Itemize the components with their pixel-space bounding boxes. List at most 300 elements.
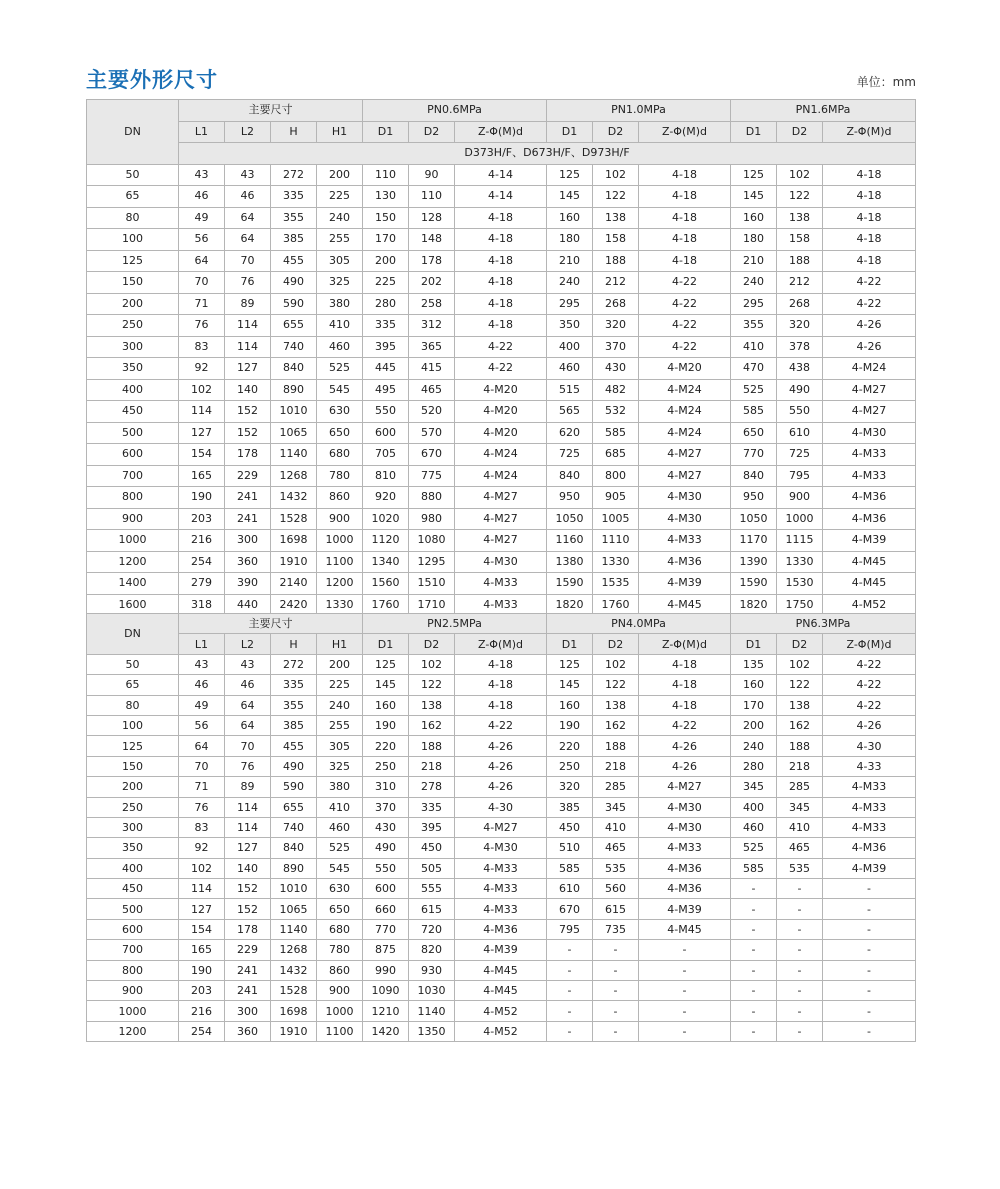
table-cell: 190: [179, 960, 225, 980]
table-cell: 210: [731, 250, 777, 272]
table-cell: 880: [409, 487, 455, 509]
table-cell: 980: [409, 508, 455, 530]
table-cell: 860: [317, 487, 363, 509]
table-cell: 4-M33: [823, 797, 916, 817]
table-cell: 43: [225, 164, 271, 186]
table-cell: 490: [777, 379, 823, 401]
table-cell: 1010: [271, 401, 317, 423]
table-cell: 490: [271, 272, 317, 294]
table-cell: 255: [317, 715, 363, 735]
table-cell: 258: [409, 293, 455, 315]
column-header: D1: [731, 634, 777, 654]
table-row: [87, 838, 916, 858]
table-cell: 395: [363, 336, 409, 358]
table-cell: 70: [179, 272, 225, 294]
table-cell: 680: [317, 444, 363, 466]
table-cell: 152: [225, 899, 271, 919]
table-cell: 860: [317, 960, 363, 980]
table-cell: 165: [179, 940, 225, 960]
table-cell: 162: [593, 715, 639, 735]
dn-value: 200: [87, 777, 179, 797]
table-cell: 1140: [271, 444, 317, 466]
table-cell: 465: [593, 838, 639, 858]
table-cell: 145: [363, 675, 409, 695]
table-cell: 4-26: [639, 756, 731, 776]
table-cell: 1170: [731, 530, 777, 552]
table-cell: 4-M27: [823, 379, 916, 401]
table-cell: 110: [409, 186, 455, 208]
table-cell: 102: [593, 164, 639, 186]
dn-value: 80: [87, 695, 179, 715]
table-cell: 210: [547, 250, 593, 272]
table-cell: 590: [271, 293, 317, 315]
table-cell: 158: [593, 229, 639, 251]
column-header: D2: [409, 121, 455, 143]
table-cell: 4-26: [823, 315, 916, 337]
table-cell: 4-M30: [455, 551, 547, 573]
table-cell: 268: [777, 293, 823, 315]
table-cell: 670: [409, 444, 455, 466]
table-row: [87, 1001, 916, 1021]
column-header: D1: [363, 121, 409, 143]
group-header-pressure: PN6.3MPa: [731, 614, 916, 634]
table-cell: 49: [179, 207, 225, 229]
table-cell: 152: [225, 401, 271, 423]
dn-value: 800: [87, 487, 179, 509]
table-cell: 545: [317, 379, 363, 401]
table-cell: 840: [547, 465, 593, 487]
table-cell: 1160: [547, 530, 593, 552]
table-cell: 4-18: [639, 675, 731, 695]
table-cell: 4-M39: [823, 530, 916, 552]
table-cell: 525: [731, 379, 777, 401]
table-cell: 650: [731, 422, 777, 444]
table-cell: 660: [363, 899, 409, 919]
table-cell: 1528: [271, 981, 317, 1001]
table-cell: 4-M24: [639, 379, 731, 401]
table-cell: 145: [731, 186, 777, 208]
table-cell: 370: [593, 336, 639, 358]
column-header: D1: [547, 634, 593, 654]
table-cell: -: [777, 919, 823, 939]
table-cell: 1100: [317, 551, 363, 573]
table-cell: 250: [363, 756, 409, 776]
table-row: [87, 272, 916, 294]
table-cell: 1910: [271, 551, 317, 573]
table-cell: 4-22: [639, 315, 731, 337]
table-cell: 225: [317, 675, 363, 695]
table-cell: 490: [271, 756, 317, 776]
table-cell: 4-22: [639, 272, 731, 294]
column-header: L2: [225, 634, 271, 654]
table-cell: 122: [777, 675, 823, 695]
table-cell: 4-M39: [455, 940, 547, 960]
table-cell: 64: [225, 207, 271, 229]
header-column-row: [87, 121, 916, 143]
table-cell: 4-M36: [639, 879, 731, 899]
table-cell: 4-18: [639, 229, 731, 251]
table-cell: 4-M27: [455, 530, 547, 552]
table-cell: 610: [547, 879, 593, 899]
table-cell: 4-M24: [823, 358, 916, 380]
table-cell: 102: [777, 164, 823, 186]
table-cell: 4-18: [823, 186, 916, 208]
dn-value: 450: [87, 401, 179, 423]
table-cell: 241: [225, 487, 271, 509]
table-cell: 312: [409, 315, 455, 337]
table-cell: 585: [731, 401, 777, 423]
table-cell: 725: [777, 444, 823, 466]
table-cell: 4-22: [823, 293, 916, 315]
table-cell: 43: [179, 164, 225, 186]
table-cell: 415: [409, 358, 455, 380]
table-cell: 46: [225, 186, 271, 208]
table-cell: 46: [225, 675, 271, 695]
table-row: [87, 919, 916, 939]
table-cell: 650: [317, 899, 363, 919]
dn-value: 1000: [87, 530, 179, 552]
table-cell: 102: [593, 654, 639, 674]
table-cell: 240: [547, 272, 593, 294]
table-cell: 460: [547, 358, 593, 380]
table-cell: 200: [731, 715, 777, 735]
table-cell: 335: [271, 675, 317, 695]
table-cell: 455: [271, 250, 317, 272]
table-cell: -: [777, 1001, 823, 1021]
table-cell: 56: [179, 229, 225, 251]
table-cell: 4-18: [639, 164, 731, 186]
table-cell: 145: [547, 675, 593, 695]
table-cell: 1910: [271, 1021, 317, 1041]
table-cell: 71: [179, 293, 225, 315]
table-cell: 335: [409, 797, 455, 817]
table-cell: 295: [547, 293, 593, 315]
table-cell: 278: [409, 777, 455, 797]
table-cell: 122: [593, 675, 639, 695]
table-cell: 305: [317, 250, 363, 272]
table-cell: 1000: [317, 1001, 363, 1021]
table-cell: 220: [547, 736, 593, 756]
table-cell: 380: [317, 777, 363, 797]
table-cell: 122: [409, 675, 455, 695]
table-cell: -: [593, 1001, 639, 1021]
table-row: [87, 250, 916, 272]
table-cell: 1340: [363, 551, 409, 573]
table-cell: 4-18: [455, 229, 547, 251]
dn-value: 400: [87, 858, 179, 878]
table-cell: 4-M45: [455, 960, 547, 980]
column-header: D2: [777, 121, 823, 143]
table-cell: 630: [317, 879, 363, 899]
table-cell: 1350: [409, 1021, 455, 1041]
dn-value: 250: [87, 797, 179, 817]
table-cell: -: [639, 981, 731, 1001]
table-cell: 4-M30: [639, 487, 731, 509]
table-cell: 4-26: [823, 336, 916, 358]
table-cell: 385: [271, 715, 317, 735]
table-cell: 4-M33: [455, 899, 547, 919]
table-cell: 890: [271, 858, 317, 878]
table-cell: 560: [593, 879, 639, 899]
table-cell: 125: [731, 164, 777, 186]
table-cell: 128: [409, 207, 455, 229]
table-cell: 4-M33: [823, 444, 916, 466]
table-cell: 520: [409, 401, 455, 423]
table-cell: 125: [547, 164, 593, 186]
table-cell: 229: [225, 940, 271, 960]
table-cell: 740: [271, 336, 317, 358]
table-cell: 445: [363, 358, 409, 380]
dn-value: 450: [87, 879, 179, 899]
table-row: [87, 899, 916, 919]
table-cell: 114: [225, 797, 271, 817]
dn-value: 1000: [87, 1001, 179, 1021]
table-cell: 875: [363, 940, 409, 960]
column-header: L1: [179, 634, 225, 654]
table-cell: 114: [225, 336, 271, 358]
table-cell: 4-M24: [455, 444, 547, 466]
table-cell: 355: [731, 315, 777, 337]
table-row: [87, 336, 916, 358]
table-cell: 212: [593, 272, 639, 294]
table-cell: -: [639, 1001, 731, 1021]
table-cell: 590: [271, 777, 317, 797]
table-cell: 122: [593, 186, 639, 208]
table-cell: 345: [593, 797, 639, 817]
table-cell: 178: [225, 444, 271, 466]
table-cell: 1000: [317, 530, 363, 552]
table-cell: 1760: [363, 594, 409, 616]
table-cell: 385: [271, 229, 317, 251]
table-cell: -: [823, 899, 916, 919]
table-row: [87, 654, 916, 674]
table-cell: 4-M39: [639, 573, 731, 595]
header-group-row: [87, 614, 916, 634]
table-row: [87, 797, 916, 817]
table-cell: 4-26: [639, 736, 731, 756]
table-row: [87, 675, 916, 695]
table-cell: 4-M33: [823, 817, 916, 837]
table-cell: 1050: [547, 508, 593, 530]
table-cell: 720: [409, 919, 455, 939]
table-cell: -: [731, 1001, 777, 1021]
table-cell: 49: [179, 695, 225, 715]
table-cell: 76: [225, 272, 271, 294]
table-cell: 150: [363, 207, 409, 229]
table-cell: 254: [179, 551, 225, 573]
group-header-main-dimensions: 主要尺寸: [179, 100, 363, 122]
table-cell: 4-22: [823, 675, 916, 695]
table-cell: 920: [363, 487, 409, 509]
table-cell: 555: [409, 879, 455, 899]
table-cell: 4-18: [823, 250, 916, 272]
table-cell: 1390: [731, 551, 777, 573]
table-cell: 4-M33: [455, 858, 547, 878]
table-cell: 1030: [409, 981, 455, 1001]
table-cell: 64: [225, 695, 271, 715]
table-cell: 4-M36: [823, 838, 916, 858]
dn-header: DN: [87, 614, 179, 655]
table-cell: 1510: [409, 573, 455, 595]
table-cell: 272: [271, 654, 317, 674]
table-cell: 345: [777, 797, 823, 817]
table-cell: 89: [225, 293, 271, 315]
table-cell: 430: [593, 358, 639, 380]
table-cell: 4-26: [455, 777, 547, 797]
table-cell: 4-22: [455, 358, 547, 380]
table-cell: 154: [179, 444, 225, 466]
table-cell: 525: [317, 358, 363, 380]
table-cell: 610: [777, 422, 823, 444]
model-row: [87, 143, 916, 165]
table-cell: 490: [363, 838, 409, 858]
table-cell: 950: [731, 487, 777, 509]
table-cell: 1698: [271, 530, 317, 552]
table-cell: 780: [317, 940, 363, 960]
table-cell: 950: [547, 487, 593, 509]
table-row: [87, 186, 916, 208]
table-cell: 130: [363, 186, 409, 208]
table-cell: 615: [593, 899, 639, 919]
column-header: Z-Φ(M)d: [639, 121, 731, 143]
table-cell: 325: [317, 272, 363, 294]
table-cell: -: [731, 899, 777, 919]
table-cell: -: [823, 1001, 916, 1021]
column-header: D1: [363, 634, 409, 654]
table-cell: -: [777, 899, 823, 919]
table-cell: 4-M33: [823, 465, 916, 487]
dn-value: 300: [87, 817, 179, 837]
table-cell: -: [823, 960, 916, 980]
table-cell: 4-18: [639, 250, 731, 272]
dn-value: 1200: [87, 551, 179, 573]
table-cell: 4-22: [639, 336, 731, 358]
table-row: [87, 508, 916, 530]
table-cell: 360: [225, 551, 271, 573]
table-cell: 4-M33: [639, 838, 731, 858]
table-cell: 810: [363, 465, 409, 487]
dn-value: 125: [87, 736, 179, 756]
table-cell: 4-M45: [639, 919, 731, 939]
table-cell: 400: [547, 336, 593, 358]
group-header-pressure: PN1.0MPa: [547, 100, 731, 122]
table-cell: 1090: [363, 981, 409, 1001]
table-cell: 138: [593, 695, 639, 715]
table-cell: -: [777, 960, 823, 980]
table-cell: 890: [271, 379, 317, 401]
table-cell: 990: [363, 960, 409, 980]
table-cell: 410: [731, 336, 777, 358]
table-cell: 4-18: [455, 675, 547, 695]
table-cell: 56: [179, 715, 225, 735]
table-cell: 4-18: [823, 229, 916, 251]
table-cell: -: [593, 960, 639, 980]
table-cell: 4-18: [823, 207, 916, 229]
table-cell: 102: [179, 858, 225, 878]
table-cell: -: [777, 940, 823, 960]
table-cell: -: [777, 981, 823, 1001]
table-cell: 535: [777, 858, 823, 878]
table-cell: -: [777, 879, 823, 899]
table-cell: -: [547, 981, 593, 1001]
table-cell: 255: [317, 229, 363, 251]
table-cell: 216: [179, 530, 225, 552]
table-cell: 4-18: [639, 207, 731, 229]
dn-value: 500: [87, 899, 179, 919]
table-cell: 140: [225, 858, 271, 878]
table-cell: 585: [547, 858, 593, 878]
table-cell: 218: [593, 756, 639, 776]
dn-value: 600: [87, 919, 179, 939]
column-header: L1: [179, 121, 225, 143]
table-cell: 76: [179, 797, 225, 817]
table-cell: 1200: [317, 573, 363, 595]
table-row: [87, 756, 916, 776]
table-cell: 395: [409, 817, 455, 837]
table-cell: 550: [363, 858, 409, 878]
table-cell: 138: [777, 207, 823, 229]
table-cell: 4-M27: [639, 465, 731, 487]
table-cell: -: [823, 981, 916, 1001]
table-cell: 83: [179, 817, 225, 837]
table-cell: 455: [271, 736, 317, 756]
table-cell: 4-18: [455, 272, 547, 294]
table-cell: 1380: [547, 551, 593, 573]
table-cell: 200: [317, 654, 363, 674]
column-header: D2: [777, 634, 823, 654]
table-cell: 1698: [271, 1001, 317, 1021]
table-cell: 160: [547, 207, 593, 229]
table-cell: 685: [593, 444, 639, 466]
table-cell: 160: [547, 695, 593, 715]
table-cell: 1710: [409, 594, 455, 616]
table-cell: 655: [271, 315, 317, 337]
column-header: D1: [731, 121, 777, 143]
column-header: Z-Φ(M)d: [823, 634, 916, 654]
table-cell: 900: [777, 487, 823, 509]
table-cell: 1110: [593, 530, 639, 552]
table-cell: 4-18: [823, 164, 916, 186]
table-cell: 4-26: [455, 736, 547, 756]
table-cell: 780: [317, 465, 363, 487]
table-cell: -: [593, 940, 639, 960]
dimension-table-low-pressure: [86, 99, 916, 616]
table-cell: 190: [179, 487, 225, 509]
table-cell: 114: [225, 315, 271, 337]
table-cell: 148: [409, 229, 455, 251]
table-cell: 800: [593, 465, 639, 487]
table-cell: 102: [179, 379, 225, 401]
table-cell: 305: [317, 736, 363, 756]
table-cell: 190: [547, 715, 593, 735]
table-cell: 4-M45: [455, 981, 547, 1001]
table-cell: 241: [225, 981, 271, 1001]
table-cell: 127: [225, 838, 271, 858]
table-cell: 2420: [271, 594, 317, 616]
table-cell: 4-M30: [639, 817, 731, 837]
table-cell: -: [731, 879, 777, 899]
table-row: [87, 379, 916, 401]
table-cell: 272: [271, 164, 317, 186]
table-cell: 335: [271, 186, 317, 208]
table-cell: 570: [409, 422, 455, 444]
table-cell: 178: [225, 919, 271, 939]
table-row: [87, 960, 916, 980]
table-cell: 295: [731, 293, 777, 315]
table-cell: 680: [317, 919, 363, 939]
dn-value: 80: [87, 207, 179, 229]
table-cell: 92: [179, 838, 225, 858]
